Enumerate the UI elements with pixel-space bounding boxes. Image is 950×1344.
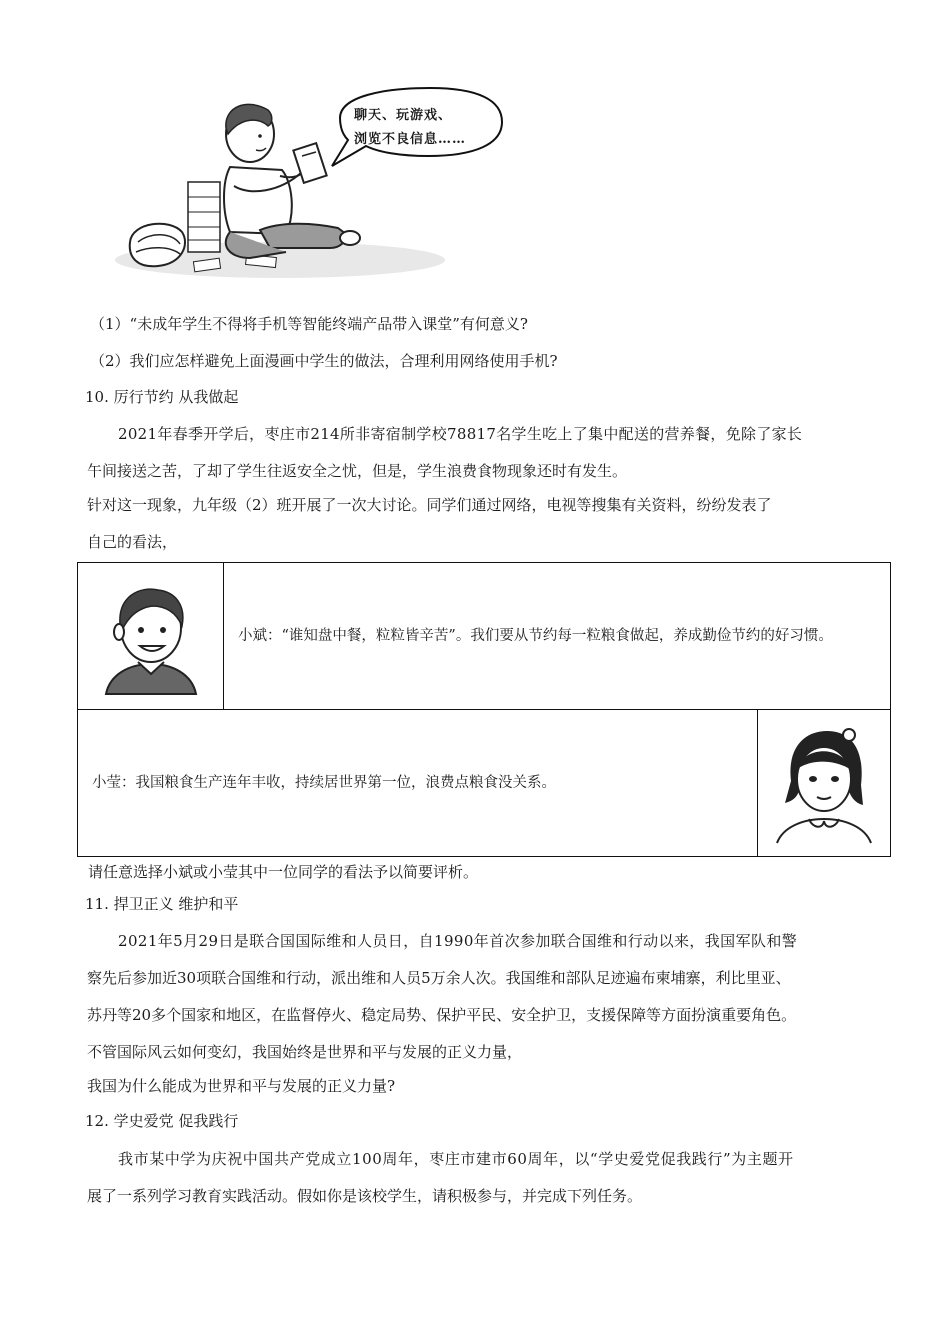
q10-para2-line2: 自己的看法， — [87, 533, 178, 551]
q11-line4: 不管国际风云如何变幻，我国始终是世界和平与发展的正义力量， — [87, 1043, 523, 1061]
q11-question: 我国为什么能成为世界和平与发展的正义力量? — [87, 1077, 396, 1095]
q11-heading: 11. 捍卫正义 维护和平 — [85, 895, 239, 913]
girl-portrait — [769, 721, 879, 846]
q9-sub2: （2）我们应怎样避免上面漫画中学生的做法，合理利用网络使用手机? — [90, 352, 558, 370]
bubble-line-2: 浏览不良信息…… — [354, 132, 467, 147]
q9-sub1: （1）“未成年学生不得将手机等智能终端产品带入课堂”有何意义? — [90, 315, 528, 333]
q11-line3: 苏丹等20多个国家和地区，在监督停火、稳定局势、保护平民、安全护卫，支援保障等方面扮演重要角色。 — [87, 1006, 797, 1024]
q10-para1-line1: 2021年春季开学后，枣庄市214所非寄宿制学校78817名学生吃上了集中配送的营养餐，免除了家长 — [118, 425, 803, 443]
q11-line1: 2021年5月29日是联合国国际维和人员日，自1990年首次参加联合国维和行动以来，我国军队和警 — [118, 932, 798, 950]
q11-line2: 察先后参加近30项联合国维和行动，派出维和人员5万余人次。我国维和部队足迹遍布柬埔寨，利比里亚、 — [87, 969, 791, 987]
xiaobin-opinion-cell — [224, 563, 891, 710]
bubble-line-1: 聊天、玩游戏、 — [354, 108, 453, 123]
q10-question: 请任意选择小斌或小莹其中一位同学的看法予以简要评析。 — [88, 863, 479, 881]
xiaoying-opinion-cell — [78, 710, 758, 857]
boy-portrait — [96, 576, 206, 696]
phone-cartoon — [110, 82, 510, 292]
q12-line2: 展了一系列学习教育实践活动。假如你是该校学生，请积极参与，并完成下列任务。 — [87, 1187, 643, 1205]
xiaobin-opinion: 小斌：“谁知盘中餐，粒粒皆辛苦”。我们要从节约每一粒粮食做起，养成勤俭节约的好习惯。 — [238, 628, 833, 644]
q12-line1: 我市某中学为庆祝中国共产党成立100周年，枣庄市建市60周年，以“学史爱党促我践行”为主题开 — [118, 1150, 794, 1168]
q10-para1-line2: 午间接送之苦，了却了学生往返安全之忧，但是，学生浪费食物现象还时有发生。 — [87, 462, 628, 480]
q10-heading: 10. 厉行节约 从我做起 — [85, 388, 239, 406]
xiaoying-opinion: 小莹：我国粮食生产连年丰收，持续居世界第一位，浪费点粮食没关系。 — [92, 775, 556, 791]
xiaoying-portrait-cell — [758, 710, 891, 857]
xiaobin-portrait-cell — [78, 563, 224, 710]
opinions-table — [77, 562, 891, 857]
q10-para2-line1: 针对这一现象，九年级（2）班开展了一次大讨论。同学们通过网络，电视等搜集有关资料，纷纷发表了 — [87, 496, 772, 514]
q12-heading: 12. 学史爱党 促我践行 — [85, 1112, 239, 1130]
